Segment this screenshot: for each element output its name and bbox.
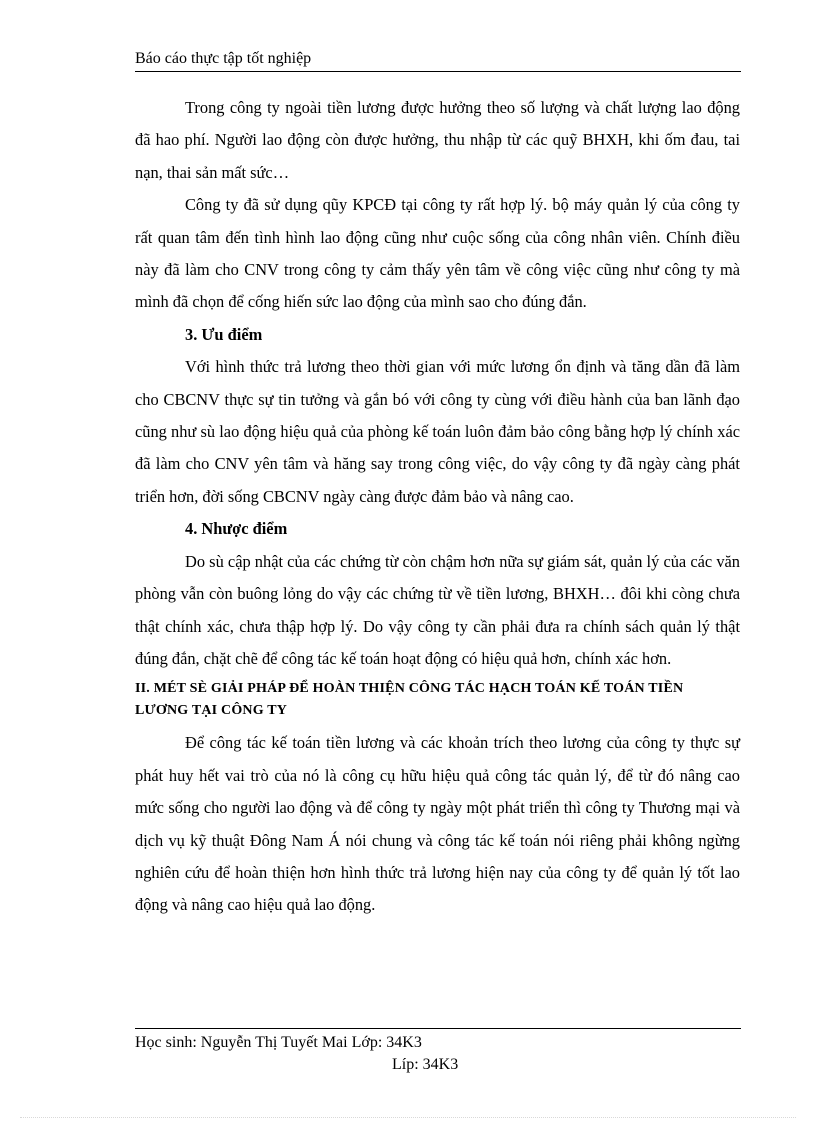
page-header: [135, 48, 741, 72]
page-bottom-border: [20, 1117, 796, 1118]
heading-disadvantages: 4. Nhược điểm: [185, 519, 288, 539]
paragraph-salary-income: Trong công ty ngoài tiền lương được hưởng theo số lượng và chất lượng lao động đã hao phí. Người lao động còn được hưởng, thu nhập từ các quỹ BHXH, khi ốm đau, tai nạn, thai sản mất sức…: [135, 98, 740, 182]
paragraph-solutions: Để công tác kế toán tiền lương và các khoản trích theo lương của công ty thực sự phát huy hết vai trò của nó là công cụ hữu hiệu quả công tác quản lý, để từ đó nâng cao mức sống cho người lao động và để công ty ngày một phát triển thì công ty Thương mại và dịch vụ kỹ thuật Đông Nam Á nói chung và công tác kế toán nói riêng phải không ngừng nghiên cứu để hoàn thiện hơn hình thức trả lương hiện nay của công ty để quản lý tốt lao động và nâng cao hiệu quả lao động.: [135, 733, 740, 915]
section-heading-solutions: II. MÉT SÈ GIẢI PHÁP ĐỂ HOÀN THIỆN CÔNG TÁC HẠCH TOÁN KẾ TOÁN TIỀN LƯƠNG TẠI CÔNG TY: [135, 681, 684, 719]
document-body: [135, 92, 740, 922]
paragraph-disadvantages: Do sù cập nhật của các chứng từ còn chậm hơn nữa sự giám sát, quản lý của các văn phòng vẫn còn buông lỏng do vậy các chứng từ về tiền lương, BHXH… đôi khi còng chưa thật chính xác, chưa thập hợp lý. Do vậy công ty cần phải đưa ra chính sách quản lý thật đúng đắn, chặt chẽ để công tác kế toán hoạt động có hiệu quả hơn, chính xác hơn.: [135, 551, 740, 668]
footer-divider: [135, 1028, 741, 1029]
paragraph-kpcd-fund: Công ty đã sử dụng qũy KPCĐ tại công ty rất hợp lý. bộ máy quản lý của công ty rất quan tâm đến tình hình lao động cũng như cuộc sống của công nhân viên. Chính điều này đã làm cho CNV trong công ty cảm thấy yên tâm về công việc cũng như công ty mà mình đã chọn để cống hiến sức lao động của mình sao cho đúng đắn.: [135, 195, 740, 312]
footer-student-info: Học sinh: Nguyễn Thị Tuyết Mai Lớp: 34K3: [135, 1034, 422, 1051]
footer-class-info: Líp: 34K3: [392, 1056, 459, 1073]
paragraph-advantages: Với hình thức trả lương theo thời gian với mức lương ổn định và tăng dần đã làm cho CBCNV thực sự tin tưởng và gắn bó với công ty cùng với điều hành của ban lãnh đạo cũng như sù lao động hiệu quả của phòng kế toán luôn đảm bảo công bằng hợp lý chính xác đã làm cho CNV yên tâm và hăng say trong công việc, do vậy công ty đã ngày càng phát triển hơn, đời sống CBCNV ngày càng được đảm bảo và nâng cao.: [135, 357, 740, 506]
header-title: Báo cáo thực tập tốt nghiệp: [135, 50, 312, 67]
heading-advantages: 3. Ưu điểm: [185, 324, 263, 344]
